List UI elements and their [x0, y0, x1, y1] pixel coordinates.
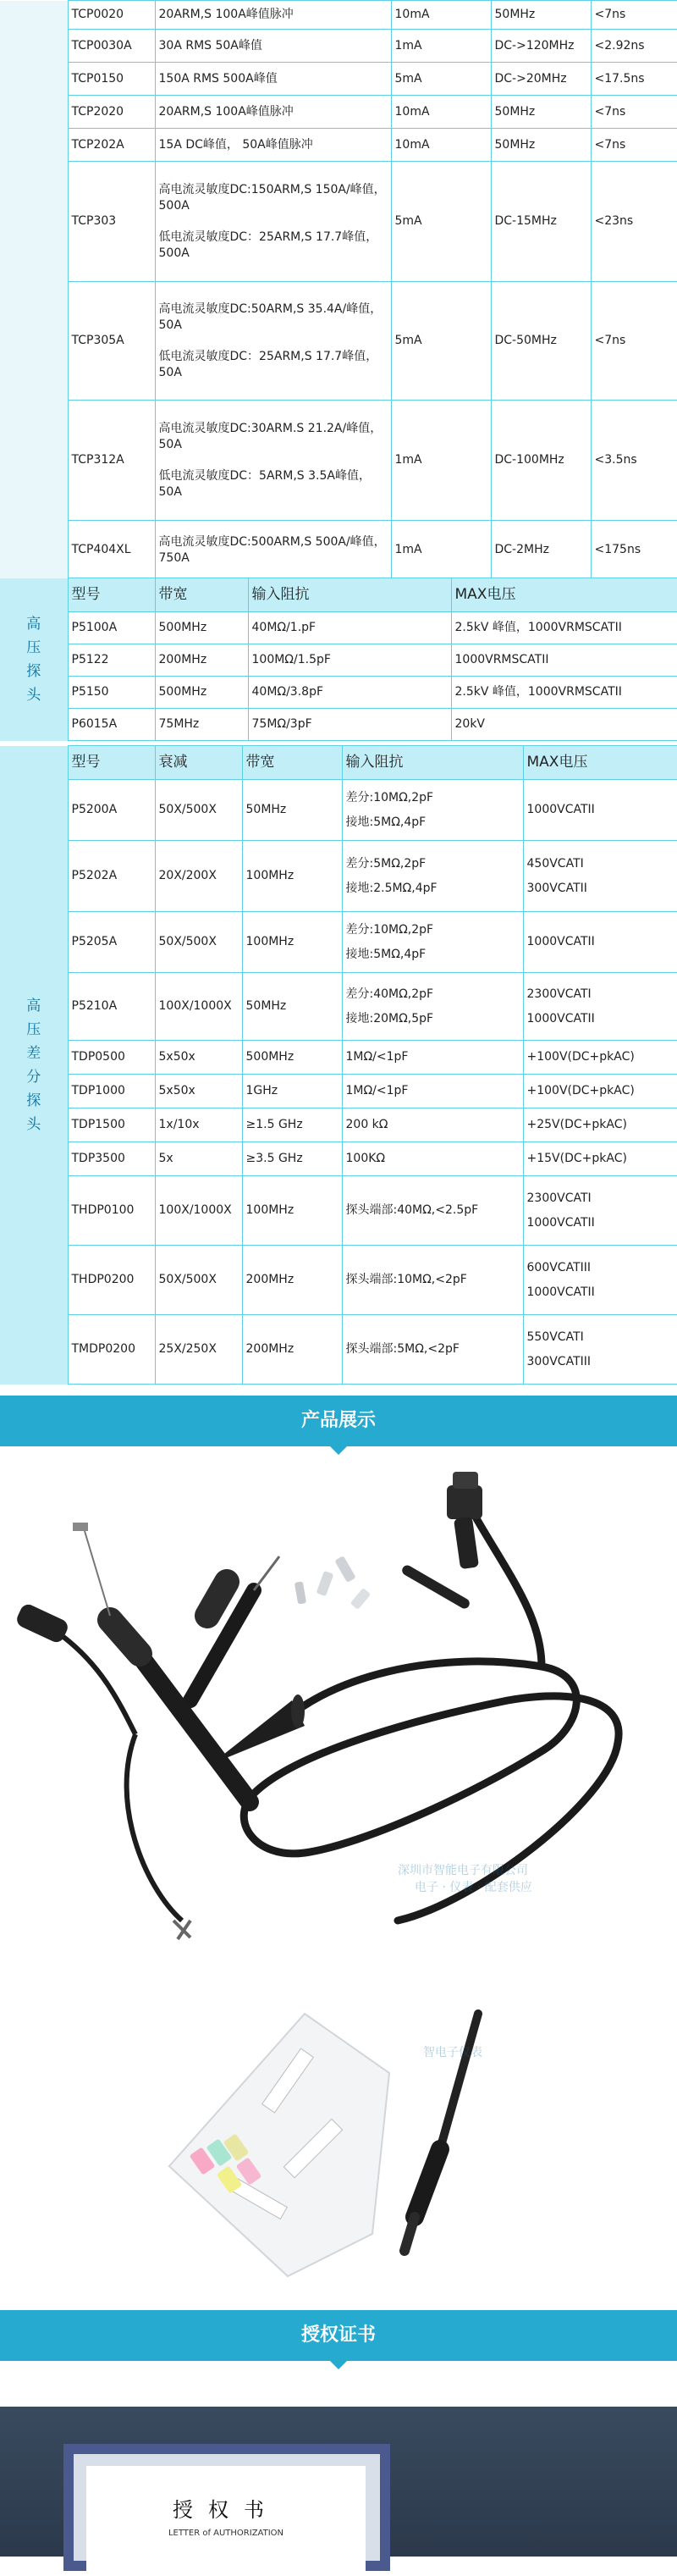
- table-row: [0, 162, 677, 282]
- table-row: [0, 780, 677, 841]
- bandwidth-cell: DC-100MHz: [491, 401, 591, 521]
- max-voltage-cell: 20kV: [451, 709, 677, 741]
- sensitivity-cell: 5mA: [391, 282, 491, 401]
- bandwidth-cell: 100MHz: [242, 912, 342, 973]
- hv-diff-section-label: 高压差分探头: [0, 746, 68, 1385]
- sensitivity-cell: 10mA: [391, 1, 491, 30]
- probe-photo: [0, 1446, 677, 1980]
- hv-probe-table: [0, 578, 677, 741]
- table-row: [0, 129, 677, 162]
- max-voltage-cell: 2.5kV 峰值，1000VRMSCATII: [451, 677, 677, 709]
- bandwidth-cell: 75MHz: [155, 709, 248, 741]
- auth-banner-notch: [330, 2361, 347, 2369]
- bandwidth-cell: 200MHz: [242, 1246, 342, 1315]
- spec-cell: [155, 96, 391, 129]
- bandwidth-cell: 100MHz: [242, 841, 342, 912]
- bandwidth-cell: 500MHz: [155, 612, 248, 644]
- cell-line: 30A RMS 50A峰值: [158, 38, 262, 53]
- model-cell: TDP1000: [68, 1075, 155, 1108]
- cell-line: 低电流灵敏度DC：5ARM,S 3.5A峰值，50A: [158, 468, 371, 499]
- attenuation-cell: 5x50x: [155, 1075, 242, 1108]
- spec-cell: [155, 282, 391, 401]
- cell-line: +25V(DC+pkAC): [526, 1118, 627, 1131]
- bandwidth-cell: DC->20MHz: [491, 63, 591, 96]
- photo-watermark: 深圳市智能电子有限公司: [398, 1864, 528, 1877]
- table-row: [0, 401, 677, 521]
- sensitivity-cell: 10mA: [391, 129, 491, 162]
- hd-header-impedance: 输入阻抗: [342, 746, 523, 780]
- cell-line: 450VCATI: [526, 856, 584, 871]
- model-cell: TDP1500: [68, 1108, 155, 1142]
- cell-line: 150A RMS 500A峰值: [158, 71, 278, 86]
- max-voltage-cell: [523, 973, 677, 1041]
- cell-line: +100V(DC+pkAC): [526, 1050, 635, 1064]
- impedance-cell: [342, 841, 523, 912]
- ground-lead: [14, 1602, 190, 1939]
- model-cell: TCP0020: [68, 1, 155, 30]
- cell-line: 300VCATII: [526, 881, 587, 895]
- cell-line: 接地:20MΩ,5pF: [345, 1011, 434, 1025]
- cell-line: 接地:5MΩ,4pF: [345, 815, 427, 829]
- hd-header-max-voltage: MAX电压: [523, 746, 677, 780]
- impedance-cell: [342, 780, 523, 841]
- bandwidth-cell: 50MHz: [491, 1, 591, 30]
- sensitivity-cell: 10mA: [391, 96, 491, 129]
- impedance-cell: [342, 1315, 523, 1385]
- model-cell: P5200A: [68, 780, 155, 841]
- attenuation-cell: 50X/500X: [155, 1246, 242, 1315]
- table-row: [0, 30, 677, 63]
- hv-section-label: 高压探头: [0, 578, 68, 741]
- authorization-title: 授权证书: [300, 2324, 376, 2346]
- cell-line: +100V(DC+pkAC): [526, 1084, 635, 1097]
- attenuation-cell: 100X/1000X: [155, 1176, 242, 1246]
- bandwidth-cell: DC-2MHz: [491, 521, 591, 580]
- max-voltage-cell: [523, 1246, 677, 1315]
- cell-line: 差分:5MΩ,2pF: [345, 856, 427, 871]
- attenuation-cell: 1x/10x: [155, 1108, 242, 1142]
- probe-illustration: [0, 1446, 677, 1980]
- hv-diff-probe-table: [0, 745, 677, 1385]
- impedance-cell: 75MΩ/3pF: [248, 709, 451, 741]
- cell-line: 1000VCATII: [526, 1011, 595, 1025]
- model-cell: P5210A: [68, 973, 155, 1041]
- bandwidth-cell: 50MHz: [242, 780, 342, 841]
- adjust-tool: [400, 1563, 471, 1610]
- impedance-cell: [342, 912, 523, 973]
- cell-line: 1000VCATII: [526, 1215, 595, 1230]
- table-row: [0, 282, 677, 401]
- model-cell: P6015A: [68, 709, 155, 741]
- rise-time-cell: <175ns: [591, 521, 677, 580]
- current-probe-table: [0, 0, 677, 580]
- table-row: [0, 1041, 677, 1075]
- cell-line: 15A DC峰值， 50A峰值脉冲: [158, 137, 313, 152]
- hd-header-attenuation: 衰减: [155, 746, 242, 780]
- cell-line: 550VCATI: [526, 1329, 584, 1344]
- cell-line: 600VCATIII: [526, 1260, 592, 1274]
- model-cell: TCP312A: [68, 401, 155, 521]
- cell-line: 1000VCATII: [526, 935, 595, 948]
- sensitivity-cell: 5mA: [391, 162, 491, 282]
- model-cell: TDP3500: [68, 1142, 155, 1176]
- max-voltage-cell: [523, 841, 677, 912]
- impedance-cell: [342, 1075, 523, 1108]
- bandwidth-cell: 50MHz: [242, 973, 342, 1041]
- bandwidth-cell: 500MHz: [155, 677, 248, 709]
- table-row: [0, 63, 677, 96]
- product-showcase-banner: [0, 1396, 677, 1446]
- table-row: [0, 973, 677, 1041]
- max-voltage-cell: [523, 1108, 677, 1142]
- certificate-title: 授权书: [173, 2498, 279, 2522]
- cell-line: 1MΩ/<1pF: [345, 1084, 409, 1097]
- spec-cell: [155, 162, 391, 282]
- model-cell: TCP0150: [68, 63, 155, 96]
- impedance-cell: 40MΩ/3.8pF: [248, 677, 451, 709]
- bandwidth-cell: 200MHz: [155, 644, 248, 677]
- spec-cell: [155, 63, 391, 96]
- attenuation-cell: 50X/500X: [155, 780, 242, 841]
- max-voltage-cell: 1000VRMSCATII: [451, 644, 677, 677]
- cell-line: 高电流灵敏度DC:150ARM,S 150A/峰值，500A: [158, 182, 386, 213]
- model-cell: P5100A: [68, 612, 155, 644]
- hd-header-bandwidth: 带宽: [242, 746, 342, 780]
- sensitivity-cell: 1mA: [391, 401, 491, 521]
- attenuation-cell: 20X/200X: [155, 841, 242, 912]
- attenuation-cell: 5x: [155, 1142, 242, 1176]
- attenuation-cell: 100X/1000X: [155, 973, 242, 1041]
- cell-line: 高电流灵敏度DC:50ARM,S 35.4A/峰值，50A: [158, 301, 383, 332]
- rise-time-cell: <7ns: [591, 1, 677, 30]
- max-voltage-cell: [523, 912, 677, 973]
- model-cell: TDP0500: [68, 1041, 155, 1075]
- attenuation-cell: 50X/500X: [155, 912, 242, 973]
- max-voltage-cell: [523, 1315, 677, 1385]
- table-row: [0, 912, 677, 973]
- bandwidth-cell: DC-15MHz: [491, 162, 591, 282]
- rise-time-cell: <7ns: [591, 96, 677, 129]
- max-voltage-cell: [523, 1041, 677, 1075]
- model-cell: TCP202A: [68, 129, 155, 162]
- model-cell: TCP404XL: [68, 521, 155, 580]
- table-row: [0, 1, 677, 30]
- table-row: [0, 96, 677, 129]
- accessory-tips: [294, 1556, 371, 1610]
- table-row: [0, 841, 677, 912]
- hv-header-bandwidth: 带宽: [155, 578, 248, 612]
- cell-line: 2300VCATI: [526, 987, 592, 1001]
- model-cell: P5122: [68, 644, 155, 677]
- table-row: [0, 709, 677, 741]
- model-cell: THDP0100: [68, 1176, 155, 1246]
- hv-header-model: 型号: [68, 578, 155, 612]
- model-cell: TCP305A: [68, 282, 155, 401]
- model-cell: TCP2020: [68, 96, 155, 129]
- table-row: [0, 612, 677, 644]
- bandwidth-cell: 50MHz: [491, 96, 591, 129]
- cell-line: 100KΩ: [345, 1152, 386, 1165]
- authorization-banner: [0, 2310, 677, 2361]
- impedance-cell: [342, 1041, 523, 1075]
- table-row: [0, 1176, 677, 1246]
- cable-to-connector: [474, 1514, 542, 1667]
- max-voltage-cell: [523, 780, 677, 841]
- table-row: [0, 1315, 677, 1385]
- spec-cell: [155, 521, 391, 580]
- cell-line: 2300VCATI: [526, 1191, 592, 1205]
- bandwidth-cell: 50MHz: [491, 129, 591, 162]
- cell-line: 探头端部:40MΩ,<2.5pF: [345, 1203, 479, 1217]
- spec-cell: [155, 30, 391, 63]
- max-voltage-cell: [523, 1142, 677, 1176]
- hd-header-model: 型号: [68, 746, 155, 780]
- cell-line: 接地:2.5MΩ,4pF: [345, 881, 438, 895]
- cell-line: 300VCATIII: [526, 1354, 592, 1368]
- model-cell: P5205A: [68, 912, 155, 973]
- bandwidth-cell: 100MHz: [242, 1176, 342, 1246]
- sensitivity-cell: 1mA: [391, 30, 491, 63]
- max-voltage-cell: [523, 1176, 677, 1246]
- cell-line: 1000VCATII: [526, 1285, 595, 1299]
- table-row: [0, 1142, 677, 1176]
- ground-cone: [212, 1694, 305, 1764]
- table-row: [0, 521, 677, 580]
- certificate-paper: [86, 2466, 366, 2576]
- model-cell: TCP303: [68, 162, 155, 282]
- attenuation-cell: 25X/250X: [155, 1315, 242, 1385]
- product-showcase-title: 产品展示: [300, 1410, 376, 1431]
- cell-line: 差分:40MΩ,2pF: [345, 987, 434, 1001]
- model-cell: P5202A: [68, 841, 155, 912]
- table-row: [0, 1075, 677, 1108]
- current-section-band: [0, 1, 68, 580]
- rise-time-cell: <7ns: [591, 129, 677, 162]
- accessory-photo: [0, 1980, 677, 2310]
- hv-header-impedance: 输入阻抗: [248, 578, 451, 612]
- cell-line: 高电流灵敏度DC:30ARM.S 21.2A/峰值，50A: [158, 421, 383, 451]
- sensitivity-cell: 1mA: [391, 521, 491, 580]
- accessory-illustration: [0, 1980, 677, 2310]
- impedance-cell: [342, 1108, 523, 1142]
- plastic-bag: [169, 2014, 389, 2276]
- spec-cell: [155, 401, 391, 521]
- max-voltage-cell: [523, 1075, 677, 1108]
- impedance-cell: [342, 1246, 523, 1315]
- cell-line: 高电流灵敏度DC:500ARM,S 500A/峰值，750A: [158, 534, 386, 565]
- bandwidth-cell: DC-50MHz: [491, 282, 591, 401]
- bandwidth-cell: 1GHz: [242, 1075, 342, 1108]
- table-row: [0, 1246, 677, 1315]
- probe-body: [73, 1523, 250, 1802]
- cell-line: 接地:5MΩ,4pF: [345, 947, 427, 961]
- cell-line: 20ARM,S 100A峰值脉冲: [158, 104, 294, 119]
- model-cell: TMDP0200: [68, 1315, 155, 1385]
- cell-line: 差分:10MΩ,2pF: [345, 790, 434, 804]
- bandwidth-cell: 200MHz: [242, 1315, 342, 1385]
- certificate-subtitle: LETTER of AUTHORIZATION: [168, 2529, 284, 2538]
- cell-line: 1000VCATII: [526, 803, 595, 816]
- table-row: [0, 1108, 677, 1142]
- table-row: [0, 677, 677, 709]
- certificate-section: [0, 2407, 677, 2557]
- cell-line: +15V(DC+pkAC): [526, 1152, 627, 1165]
- rise-time-cell: <17.5ns: [591, 63, 677, 96]
- cell-line: 低电流灵敏度DC：25ARM,S 17.7峰值，50A: [158, 349, 378, 379]
- bandwidth-cell: ≥3.5 GHz: [242, 1142, 342, 1176]
- model-cell: THDP0200: [68, 1246, 155, 1315]
- rise-time-cell: <23ns: [591, 162, 677, 282]
- impedance-cell: [342, 973, 523, 1041]
- cell-line: 1MΩ/<1pF: [345, 1050, 409, 1064]
- attenuation-cell: 5x50x: [155, 1041, 242, 1075]
- model-cell: P5150: [68, 677, 155, 709]
- cell-line: 低电流灵敏度DC：25ARM,S 17.7峰值，500A: [158, 229, 378, 260]
- impedance-cell: 100MΩ/1.5pF: [248, 644, 451, 677]
- spec-cell: [155, 1, 391, 30]
- cell-line: 差分:10MΩ,2pF: [345, 922, 434, 937]
- sensitivity-cell: 5mA: [391, 63, 491, 96]
- spec-cell: [155, 129, 391, 162]
- cell-line: 探头端部:5MΩ,<2pF: [345, 1342, 460, 1356]
- bag-watermark: 智电子仪表: [423, 2046, 482, 2059]
- photo-watermark-2: 电子 · 仪表 · 配套供应: [415, 1881, 532, 1894]
- rise-time-cell: <3.5ns: [591, 401, 677, 521]
- impedance-cell: 40MΩ/1.pF: [248, 612, 451, 644]
- model-cell: TCP0030A: [68, 30, 155, 63]
- max-voltage-cell: 2.5kV 峰值，1000VRMSCATII: [451, 612, 677, 644]
- bandwidth-cell: DC->120MHz: [491, 30, 591, 63]
- cell-line: 探头端部:10MΩ,<2pF: [345, 1273, 467, 1286]
- cell-line: 200 kΩ: [345, 1118, 388, 1131]
- rise-time-cell: <2.92ns: [591, 30, 677, 63]
- bandwidth-cell: ≥1.5 GHz: [242, 1108, 342, 1142]
- cell-line: 20ARM,S 100A峰值脉冲: [158, 8, 294, 21]
- impedance-cell: [342, 1142, 523, 1176]
- hv-header-max-voltage: MAX电压: [451, 578, 677, 612]
- impedance-cell: [342, 1176, 523, 1246]
- bandwidth-cell: 500MHz: [242, 1041, 342, 1075]
- hook-clip-probe: [190, 1556, 279, 1700]
- table-row: [0, 644, 677, 677]
- rise-time-cell: <7ns: [591, 282, 677, 401]
